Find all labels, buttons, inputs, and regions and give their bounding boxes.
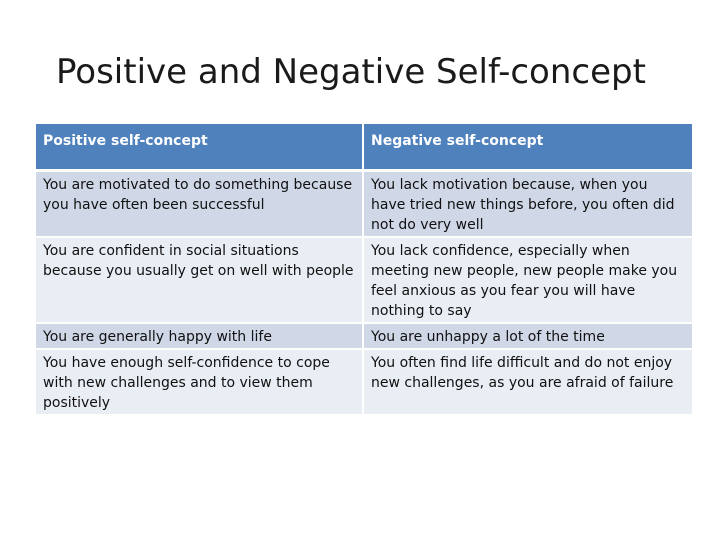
- table-row: [36, 323, 692, 349]
- table-row: [36, 237, 692, 323]
- cell-negative: You lack confidence, especially when meeting new people, new people make you feel anxious as you fear you will have nothing to say: [363, 237, 692, 323]
- table-row: [36, 349, 692, 415]
- cell-negative: You often find life difficult and do not enjoy new challenges, as you are afraid of failure: [363, 349, 692, 415]
- header-negative: Negative self-concept: [363, 124, 692, 170]
- cell-positive: You are motivated to do something because you have often been successful: [36, 170, 363, 237]
- slide-title: Positive and Negative Self-concept: [56, 52, 646, 92]
- self-concept-table: [36, 124, 692, 416]
- cell-negative: You are unhappy a lot of the time: [363, 323, 692, 349]
- cell-positive: You are generally happy with life: [36, 323, 363, 349]
- table-row: [36, 170, 692, 237]
- cell-positive: You are confident in social situations because you usually get on well with people: [36, 237, 363, 323]
- header-positive: Positive self-concept: [36, 124, 363, 170]
- cell-positive: You have enough self-confidence to cope with new challenges and to view them positively: [36, 349, 363, 415]
- cell-negative: You lack motivation because, when you have tried new things before, you often did not do very well: [363, 170, 692, 237]
- table-header-row: [36, 124, 692, 170]
